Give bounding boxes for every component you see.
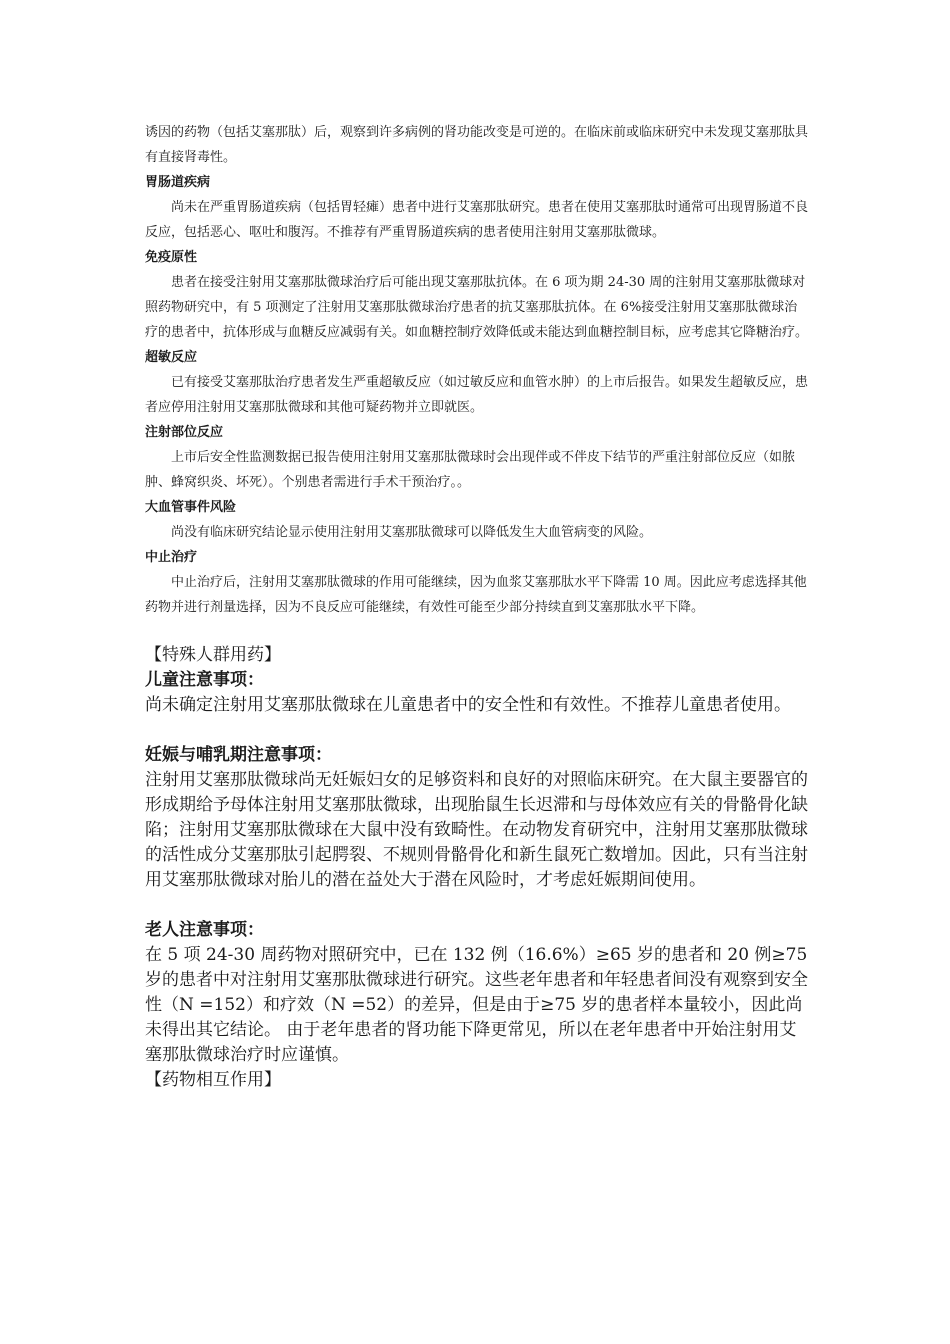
renal-paragraph: 诱因的药物（包括艾塞那肽）后，观察到许多病例的肾功能改变是可逆的。在临床前或临床研究中未发现艾塞那肽具有直接肾毒性。	[145, 125, 809, 165]
pregnancy-heading: 妊娠与哺乳期注意事项：	[145, 745, 332, 765]
injection-site-paragraph: 上市后安全性监测数据已报告使用注射用艾塞那肽微球时会出现伴或不伴皮下结节的严重注射部位反应（如脓肿、蜂窝织炎、坏死）。个别患者需进行手术干预治疗。。	[145, 450, 796, 490]
special-populations-section	[145, 643, 810, 1093]
elderly-paragraph: 在 5 项 24-30 周药物对照研究中，已在 132 例（16.6%）≥65 岁的患者和 20 例≥75 岁的患者中对注射用艾塞那肽微球进行研究。这些老年患者和年轻患者间没有观察到安全性（N =152）和疗效（N =52）的差异，但是由于≥75 岁的患者样本量较小，因此尚未得出其它结论。 由于老年患者的肾功能下降更常见，所以在老年患者中开始注射用艾塞那肽微球治疗时应谨慎。	[145, 945, 808, 1065]
immunogenicity-heading: 免疫原性	[145, 250, 198, 265]
macrovascular-paragraph: 尚没有临床研究结论显示使用注射用艾塞那肽微球可以降低发生大血管病变的风险。	[171, 525, 653, 540]
drug-interactions-title: 【药物相互作用】	[145, 1070, 281, 1090]
injection-site-heading: 注射部位反应	[145, 425, 224, 440]
pregnancy-paragraph: 注射用艾塞那肽微球尚无妊娠妇女的足够资料和良好的对照临床研究。在大鼠主要器官的形成期给予母体注射用艾塞那肽微球，出现胎鼠生长迟滞和与母体效应有关的骨骼骨化缺陷；注射用艾塞那肽微球在大鼠中没有致畸性。在动物发育研究中，注射用艾塞那肽微球的活性成分艾塞那肽引起腭裂、不规则骨骼骨化和新生鼠死亡数增加。因此，只有当注射用艾塞那肽微球对胎儿的潜在益处大于潜在风险时，才考虑妊娠期间使用。	[145, 770, 808, 890]
macrovascular-heading: 大血管事件风险	[145, 500, 237, 515]
children-paragraph: 尚未确定注射用艾塞那肽微球在儿童患者中的安全性和有效性。不推荐儿童患者使用。	[145, 695, 791, 715]
gi-heading: 胃肠道疾病	[145, 175, 211, 190]
hypersensitivity-paragraph: 已有接受艾塞那肽治疗患者发生严重超敏反应（如过敏反应和血管水肿）的上市后报告。如果发生超敏反应，患者应停用注射用艾塞那肽微球和其他可疑药物并立即就医。	[145, 375, 809, 415]
hypersensitivity-heading: 超敏反应	[145, 350, 198, 365]
gi-paragraph: 尚未在严重胃肠道疾病（包括胃轻瘫）患者中进行艾塞那肽研究。患者在使用艾塞那肽时通常可出现胃肠道不良反应，包括恶心、呕吐和腹泻。不推荐有严重胃肠道疾病的患者使用注射用艾塞那肽微球。	[145, 200, 809, 240]
precautions-section	[145, 120, 810, 620]
immunogenicity-paragraph: 患者在接受注射用艾塞那肽微球治疗后可能出现艾塞那肽抗体。在 6 项为期 24-30 周的注射用艾塞那肽微球对照药物研究中，有 5 项测定了注射用艾塞那肽微球治疗患者的抗艾塞那肽抗体。在 6%接受注射用艾塞那肽微球治疗的患者中，抗体形成与血糖反应减弱有关。如血糖控制疗效降低或未能达到血糖控制目标，应考虑其它降糖治疗。	[145, 275, 809, 340]
spacer	[145, 718, 810, 743]
children-heading: 儿童注意事项：	[145, 670, 264, 690]
document-page	[145, 120, 810, 1093]
special-populations-title: 【特殊人群用药】	[145, 645, 281, 665]
elderly-heading: 老人注意事项：	[145, 920, 264, 940]
discontinuation-paragraph: 中止治疗后，注射用艾塞那肽微球的作用可能继续，因为血浆艾塞那肽水平下降需 10 周。因此应考虑选择其他药物并进行剂量选择，因为不良反应可能继续，有效性可能至少部分持续直到艾塞那肽水平下降。	[145, 575, 807, 615]
spacer	[145, 893, 810, 918]
discontinuation-heading: 中止治疗	[145, 550, 198, 565]
